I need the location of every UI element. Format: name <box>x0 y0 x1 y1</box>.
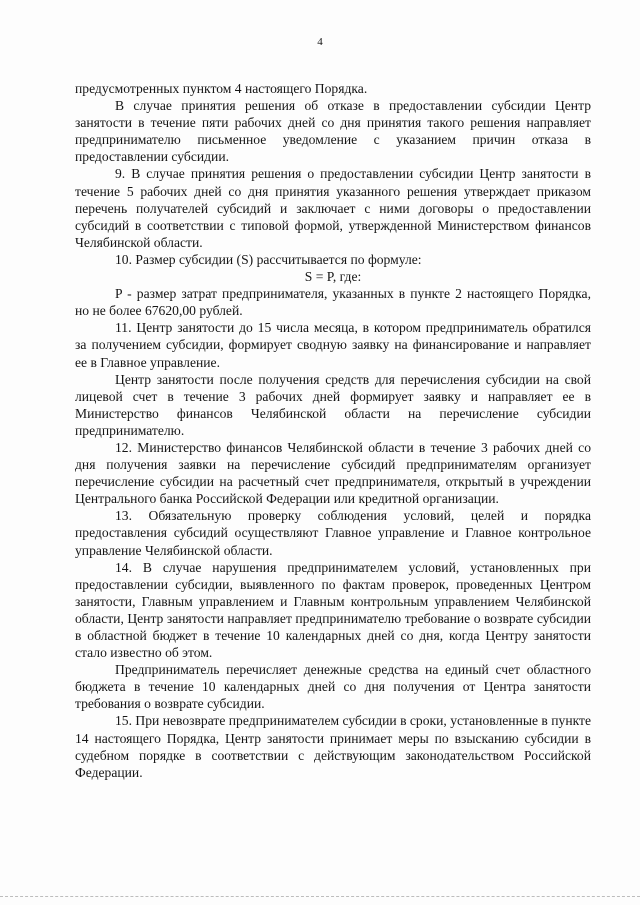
formula-line: S = P, где: <box>304 269 362 285</box>
paragraph-refusal-notice: В случае принятия решения об отказе в предоставлении субсидии Центр занятости в течение пяти рабочих дней со дня принятия такого решения направляет предпринимателю письменное уведомление с указанием причин отказа в предоставлении субсидии. <box>75 98 591 165</box>
paragraph-item-14: 14. В случае нарушения предпринимателем условий, установленных при предоставлении субсидии, выявленного по фактам проверок, проведенных Центром занятости, Главным управлением и Главным контрольным управлением Челябинской области, Центр занятости направляет предпринимателю требование о возврате субсидии в областной бюджет в течение 10 календарных дней со дня, когда Центру занятости стало известно об этом. <box>75 559 591 661</box>
paragraph-item-12: 12. Министерство финансов Челябинской области в течение 3 рабочих дней со дня получения заявки на перечисление субсидий предпринимателям организует перечисление субсидии на расчетный счет предпринимателя, открытый в учреждении Центрального банка Российской Федерации или кредитной организации. <box>75 439 591 507</box>
paragraph-item-10: 10. Размер субсидии (S) рассчитывается по формуле: <box>115 251 422 267</box>
paragraph-item-13: 13. Обязательную проверку соблюдения условий, целей и порядка предоставления субсидий осуществляют Главное управление и Главное контрольное управление Челябинской области. <box>75 508 591 558</box>
paragraph-item-11: 11. Центр занятости до 15 числа месяца, в котором предприниматель обратился за получением субсидии, формирует сводную заявку на финансирование и направляет ее в Главное управление. <box>75 320 591 370</box>
paragraph-continuation: предусмотренных пунктом 4 настоящего Порядка. <box>75 81 368 96</box>
paragraph-item-11-continued: Центр занятости после получения средств для перечисления субсидии на свой лицевой счет в течение 3 рабочих дней формирует заявку и направляет ее в Министерство финансов Челябинской области на перечисление субсидии предпринимателю. <box>75 371 591 438</box>
paragraph-formula-definition: P - размер затрат предпринимателя, указанных в пункте 2 настоящего Порядка, но не более 67620,00 рублей. <box>75 286 591 319</box>
paragraph-item-9: 9. В случае принятия решения о предоставлении субсидии Центр занятости в течение 5 рабочих дней со дня принятия указанного решения утверждает приказом перечень получателей субсидий и заключает с ними договоры о предоставлении субсидий в соответствии с типовой формой, утвержденной Министерством финансов Челябинской области. <box>75 166 591 250</box>
scan-edge-line <box>0 896 640 899</box>
paragraph-item-15: 15. При невозврате предпринимателем субсидии в сроки, установленные в пункте 14 настоящего Порядка, Центр занятости принимает меры по взысканию субсидии в судебном порядке в соответствии с действующим законодательством Российской Федерации. <box>75 713 591 780</box>
page-number: 4 <box>317 36 323 48</box>
document-body <box>75 80 591 781</box>
paragraph-item-14-continued: Предприниматель перечисляет денежные средства на единый счет областного бюджета в течение 10 календарных дней со дня получения от Центра занятости требования о возврате субсидии. <box>75 662 591 712</box>
